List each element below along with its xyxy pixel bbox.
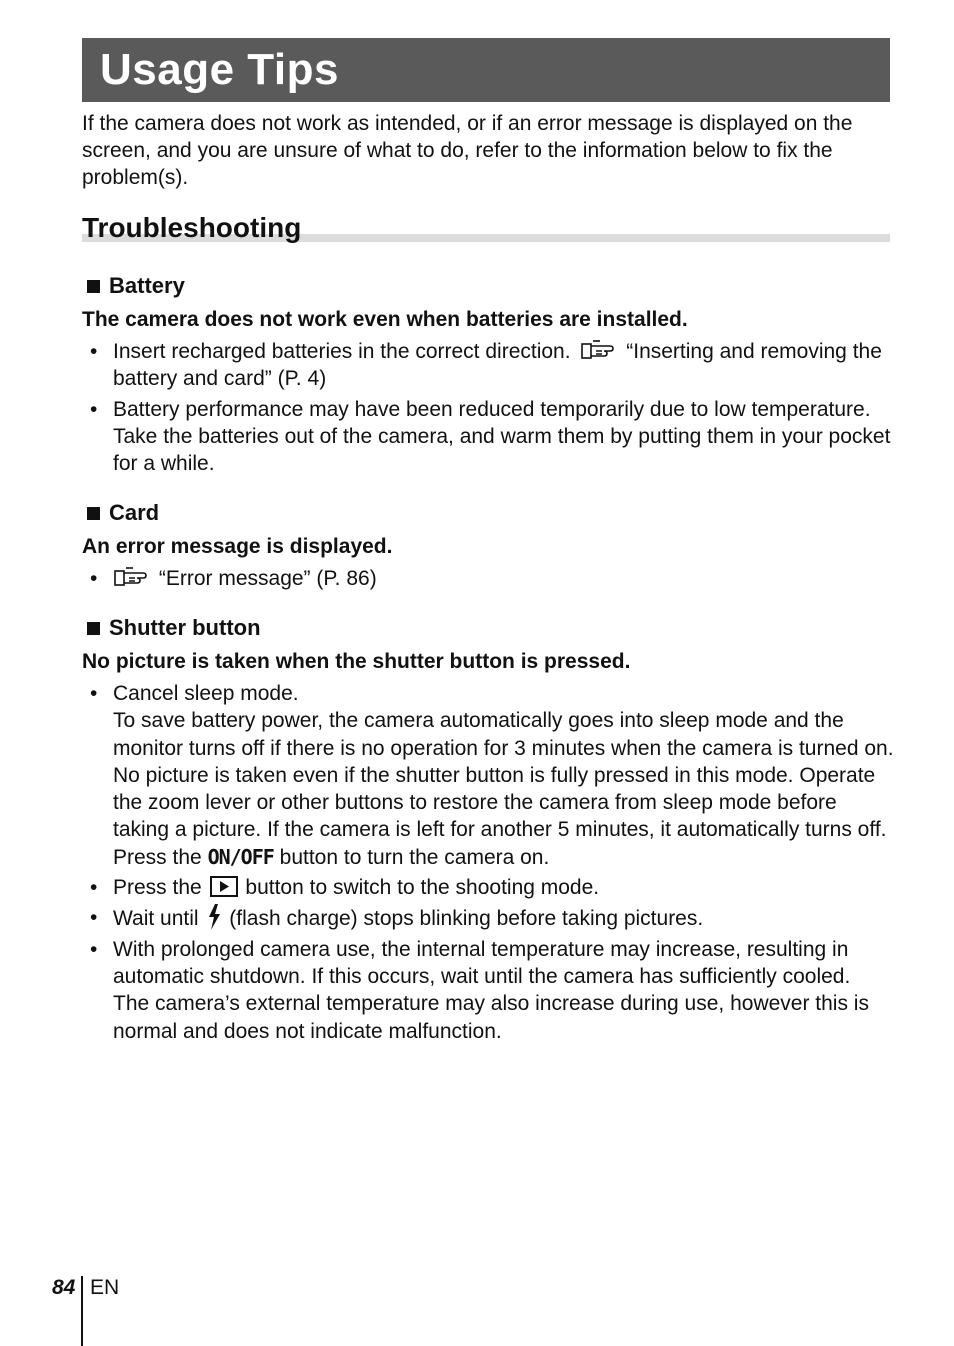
battery-heading — [82, 272, 894, 300]
shutter-tip2-end: button to switch to the shooting mode. — [245, 876, 600, 900]
intro-paragraph: If the camera does not work as intended, or if an error message is displayed on the screen, and you are unsure of what to do, refer to the information below to fix the problem(s). — [82, 112, 853, 189]
card-tips — [82, 565, 894, 592]
list-item — [82, 680, 894, 871]
battery-tip1-reference: “Inserting and removing the battery and card” (P. 4) — [113, 340, 882, 391]
bullet: • — [90, 876, 98, 900]
shutter-tip1-line2: To save battery power, the camera automatically goes into sleep mode and the monitor turns off if there is no operation for 3 minutes when the camera is turned on. No picture is taken even if the shutter button is fully pressed in this mode. Operate the zoom lever or other buttons to restore the camera from sleep mode before taking a picture. If the camera is left for another 5 minutes, it automatically turns off. Press the — [113, 709, 894, 869]
list-item — [82, 338, 894, 393]
list-item — [82, 874, 894, 901]
shutter-heading-label: Shutter button — [109, 615, 261, 640]
black-square-icon — [87, 622, 100, 635]
battery-tips — [82, 338, 894, 477]
battery-tip1-text: Insert recharged batteries in the correct direction. — [113, 340, 571, 363]
section-title: Troubleshooting — [82, 212, 302, 243]
page-title: Usage Tips — [100, 45, 339, 94]
card-section — [82, 499, 894, 595]
shutter-tip4-line1: With prolonged camera use, the internal temperature may increase, resulting in automatic shutdown. If this occurs, wait until the camera has sufficiently cooled. — [113, 937, 851, 988]
list-item — [82, 565, 894, 592]
playback-button-icon — [210, 876, 238, 897]
page-number: 84 — [52, 1276, 76, 1299]
battery-heading-label: Battery — [109, 273, 185, 298]
card-problem: An error message is displayed. — [82, 535, 393, 558]
list-item — [82, 936, 894, 1045]
bullet: • — [90, 340, 98, 363]
bullet: • — [90, 937, 98, 961]
shutter-tip1-line2-end: button to turn the camera on. — [279, 845, 550, 869]
shutter-tip4-line2: The camera’s external temperature may also increase during use, however this is normal and does not indicate malfunction. — [113, 992, 869, 1043]
pointing-hand-reference-icon — [113, 566, 149, 588]
list-item — [82, 904, 894, 932]
bullet: • — [90, 906, 98, 930]
bullet: • — [90, 682, 98, 705]
pointing-hand-reference-icon — [580, 339, 616, 361]
section-header — [82, 210, 890, 244]
card-heading-label: Card — [109, 500, 160, 525]
list-item — [82, 396, 894, 478]
bullet: • — [90, 397, 98, 421]
shutter-tip2-start: Press the — [113, 876, 202, 900]
onoff-button-label: ON/OFF — [207, 844, 274, 869]
black-square-icon — [87, 507, 100, 520]
card-heading — [82, 499, 894, 527]
card-tip1-reference: “Error message” (P. 86) — [158, 567, 377, 590]
shutter-tip3-end: (flash charge) stops blinking before taking pictures. — [229, 907, 704, 931]
bullet: • — [90, 567, 98, 590]
language-code: EN — [90, 1276, 120, 1299]
shutter-problem: No picture is taken when the shutter button is pressed. — [82, 650, 631, 673]
shutter-section — [82, 614, 894, 1048]
shutter-tips — [82, 680, 894, 1045]
battery-section — [82, 272, 894, 480]
shutter-tip3-start: Wait until — [113, 907, 199, 931]
battery-problem: The camera does not work even when batteries are installed. — [82, 308, 688, 331]
title-bar — [82, 38, 890, 102]
black-square-icon — [87, 280, 100, 293]
battery-tip2-text: Battery performance may have been reduced temporarily due to low temperature. Take the batteries out of the camera, and warm them by putting them in your pocket for a while. — [113, 397, 891, 476]
shutter-tip1-line1: Cancel sleep mode. — [113, 682, 299, 705]
flash-charge-icon — [206, 904, 222, 930]
footer-divider — [81, 1276, 83, 1346]
shutter-heading — [82, 614, 894, 642]
